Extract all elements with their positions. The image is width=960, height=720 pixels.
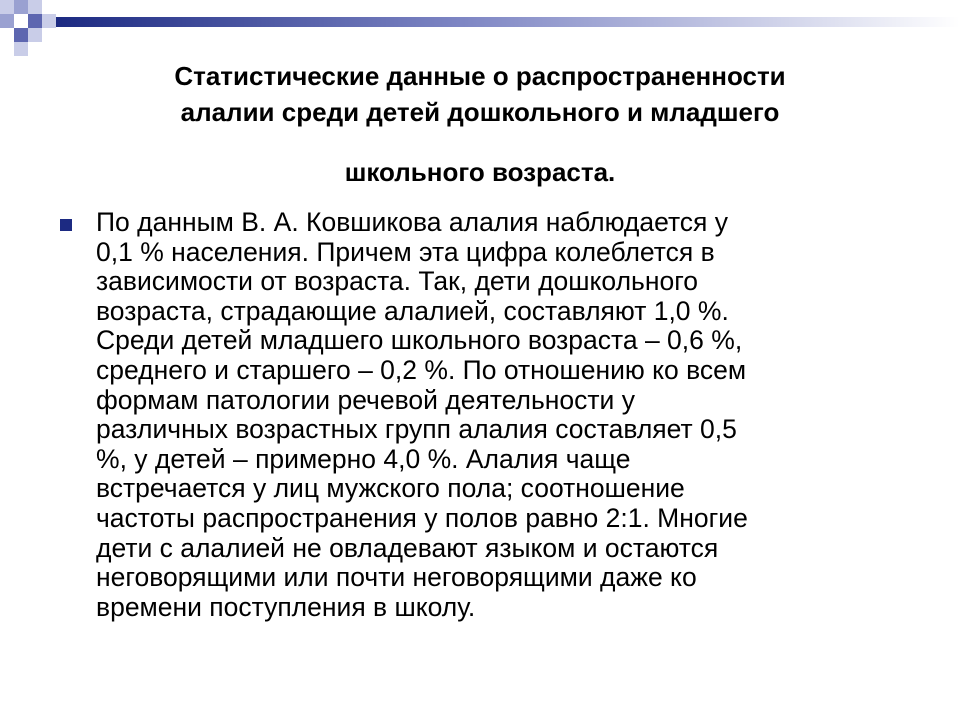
body-line: различных возрастных групп алалия составляет 0,5 [96, 414, 737, 445]
decoration-square [0, 0, 14, 14]
bullet-text [96, 208, 896, 622]
body-line: встречается у лиц мужского пола; соотношение [96, 473, 685, 504]
body-line: возраста, страдающие алалией, составляют 1,0 %. [96, 295, 729, 326]
body-line: По данным В. А. Ковшикова алалия наблюдается у [96, 207, 729, 237]
title-line: алалии среди детей дошкольного и младшего [180, 97, 780, 127]
decoration-square [14, 0, 28, 14]
body-line: среднего и старшего – 0,2 %. По отношению ко всем [96, 354, 747, 385]
slide-title-last-line: школьного возраста. [344, 157, 616, 187]
decoration-square [0, 14, 14, 28]
body-line: %, у детей – примерно 4,0 %. Алалия чаще [96, 443, 631, 474]
body-line: зависимости от возраста. Так, дети дошкольного [96, 266, 699, 297]
slide-title [40, 58, 920, 130]
decoration-square [14, 14, 28, 28]
body-line: неговорящими или почти неговорящими даже ко [96, 562, 697, 593]
decoration-square [42, 0, 56, 14]
decoration-square [42, 14, 56, 28]
decoration-square [14, 42, 28, 56]
square-bullet-icon [60, 219, 72, 231]
body-line: времени поступления в школу. [96, 591, 476, 622]
decoration-square [28, 14, 42, 28]
header-decoration [0, 0, 960, 60]
body-line: дети с алалией не овладевают языком и остаются [96, 532, 719, 563]
decoration-gradient-bar [56, 17, 960, 27]
body-line: частоты распространения у полов равно 2:1. Многие [96, 502, 748, 533]
title-line: Статистические данные о распространенности [174, 61, 786, 91]
decoration-square [28, 28, 42, 42]
body-line: формам патологии речевой деятельности у [96, 384, 635, 415]
decoration-square [14, 28, 28, 42]
body-line: Среди детей младшего школьного возраста – 0,6 %, [96, 325, 743, 356]
decoration-square [28, 0, 42, 14]
body-line: 0,1 % населения. Причем эта цифра колеблется в [96, 236, 715, 267]
